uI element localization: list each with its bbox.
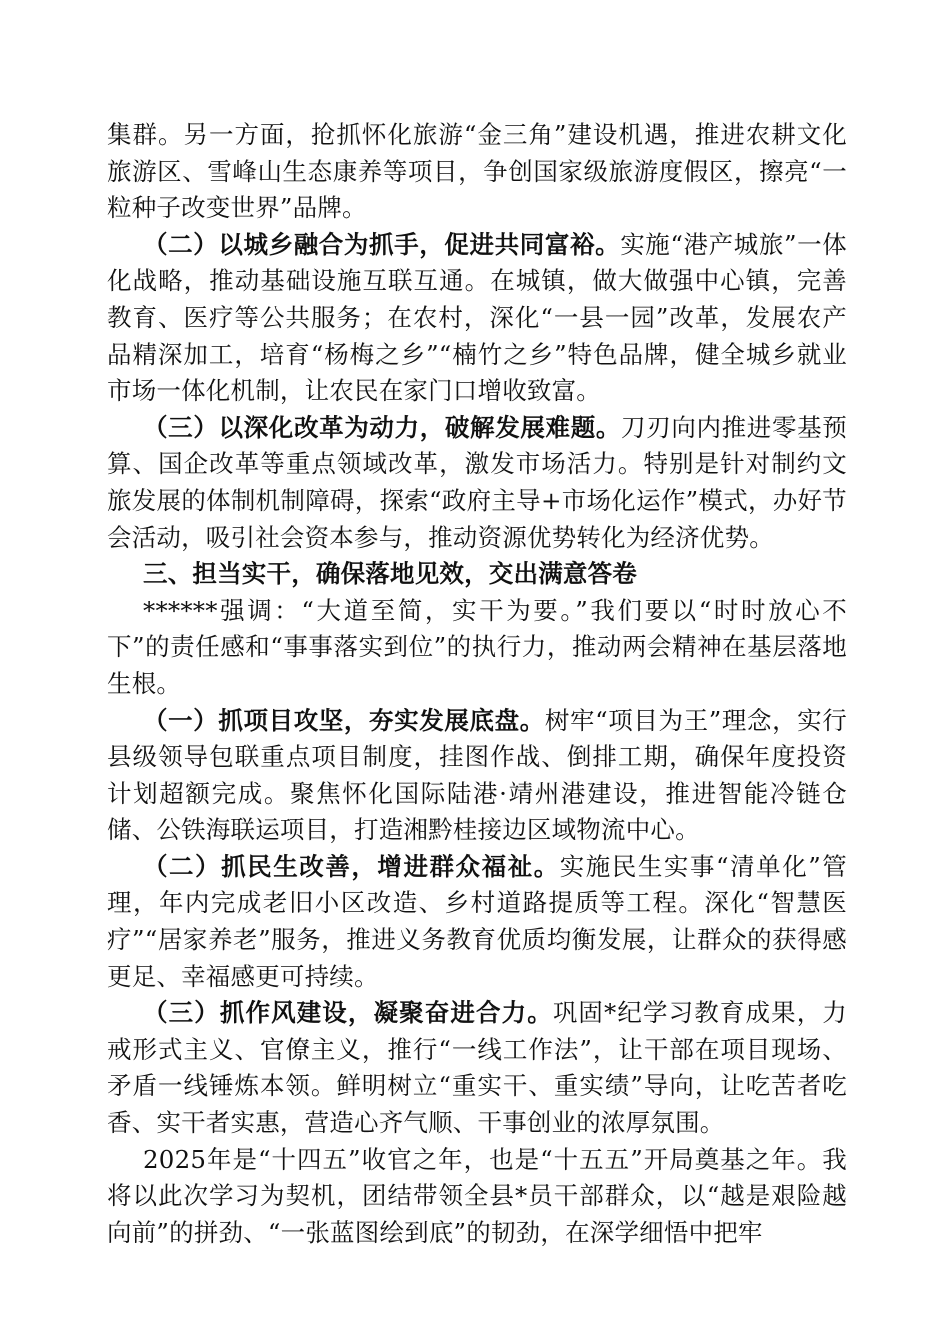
paragraph-text: 刀刃向内推进零基预算、国企改革等重点领域改革，激发市场活力。特别是针对制约文旅发展的体制机制障碍，探索“政府主导+市场化运作”模式，办好节会活动，吸引社会资本参与，推动资源优势转化为经济优势。: [107, 412, 847, 552]
paragraph-continuation: [107, 117, 847, 227]
paragraph-text: 2025年是“十四五”收官之年，也是“十五五”开局奠基之年。我将以此次学习为契机，团结带领全县*员干部群众，以“越是艰险越向前”的拼劲、“一张蓝图绘到底”的韧劲，在深学细悟中把牢: [107, 1144, 847, 1247]
paragraph-closing: [107, 1142, 847, 1252]
paragraph-text: ******强调：“大道至简，实干为要。”我们要以“时时放心不下”的责任感和“事事落实到位”的执行力，推动两会精神在基层落地生根。: [107, 595, 847, 698]
paragraph-text: 实施“港产城旅”一体化战略，推动基础设施互联互通。在城镇，做大做强中心镇，完善教育、医疗等公共服务；在农村，深化“一县一园”改革，发展农产品精深加工，培育“杨梅之乡”“楠竹之乡”特色品牌，健全城乡就业市场一体化机制，让农民在家门口增收致富。: [107, 229, 847, 406]
paragraph-projects: [107, 703, 847, 849]
section-heading-3: 三、担当实干，确保落地见效，交出满意答卷: [143, 559, 637, 589]
paragraph-livelihood: [107, 849, 847, 995]
paragraph-text: 实施民生实事“清单化”管理，年内完成老旧小区改造、乡村道路提质等工程。深化“智慧医疗”“居家养老”服务，推进义务教育优质均衡发展，让群众的获得感更足、幸福感更可持续。: [107, 851, 848, 991]
paragraph-lead: （二）以城乡融合为抓手，促进共同富裕。: [143, 229, 621, 259]
paragraph-text: 集群。另一方面，抢抓怀化旅游“金三角”建设机遇，推进农耕文化旅游区、雪峰山生态康养等项目，争创国家级旅游度假区，擦亮“一粒种子改变世界”品牌。: [107, 120, 847, 223]
paragraph-text: 树牢“项目为王”理念，实行县级领导包联重点项目制度，挂图作战、倒排工期，确保年度投资计划超额完成。聚焦怀化国际陆港·靖州港建设，推进智能冷链仓储、公铁海联运项目，打造湘黔桂接边区域物流中心。: [107, 705, 847, 845]
paragraph-lead: （三）以深化改革为动力，破解发展难题。: [143, 412, 622, 442]
paragraph-quote: [107, 593, 847, 703]
paragraph-deepen-reform: [107, 410, 847, 556]
paragraph-lead: （一）抓项目攻坚，夯实发展底盘。: [143, 705, 545, 735]
paragraph-lead: （二）抓民生改善，增进群众福祉。: [143, 851, 560, 881]
paragraph-urban-rural-integration: [107, 227, 847, 410]
paragraph-lead: （三）抓作风建设，凝聚奋进合力。: [143, 998, 553, 1028]
paragraph-work-style: [107, 995, 847, 1141]
paragraph-text: 巩固*纪学习教育成果，力戒形式主义、官僚主义，推行“一线工作法”，让干部在项目现场、矛盾一线锤炼本领。鲜明树立“重实干、重实绩”导向，让吃苦者吃香、实干者实惠，营造心齐气顺、干事创业的浓厚氛围。: [107, 998, 848, 1138]
document-body: [107, 117, 847, 1251]
